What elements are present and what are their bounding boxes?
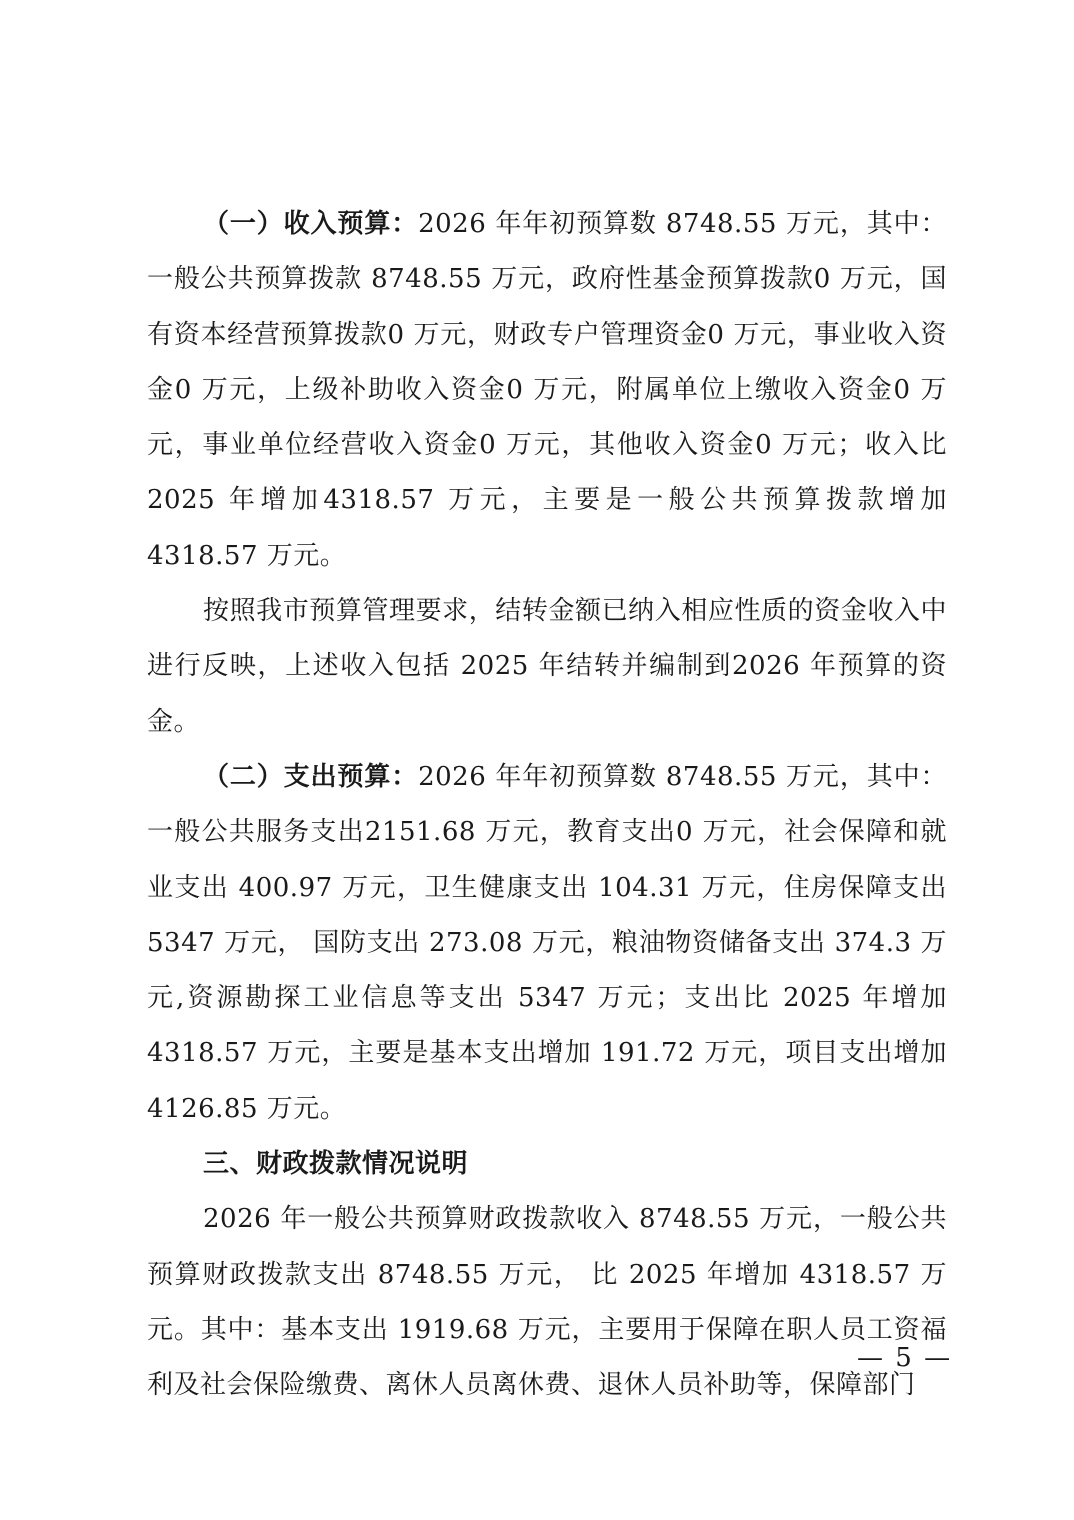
expenditure-budget-text: 2026 年年初预算数 8748.55 万元，其中：一般公共服务支出2151.68 万元，教育支出0 万元，社会保障和就业支出 400.97 万元，卫生健康支出 104.31 万元，住房保障支出 5347 万元， 国防支出 273.08 万元，粮油物资储备支出 374.3 万元,资源勘探工业信息等支出 5347 万元；支出比 2025 年增加 4318.57 万元，主要是基本支出增加 191.72 万元，项目支出增加 4126.85 万元。 [147, 761, 947, 1124]
section-three-heading: 三、财政拨款情况说明 [203, 1149, 469, 1180]
page-number: — 5 — [857, 1343, 953, 1373]
income-budget-heading: （一）收入预算： [203, 209, 419, 239]
section-three-paragraph: 2026 年一般公共预算财政拨款收入 8748.55 万元，一般公共预算财政拨款支出 8748.55 万元， 比 2025 年增加 4318.57 万元。其中：基本支出 1919.68 万元，主要用于保障在职人员工资福利及社会保险缴费、离休人员离休费、退休人员补助等，保障部门 [147, 1204, 947, 1401]
income-budget-text: 2026 年年初预算数 8748.55 万元，其中：一般公共预算拨款 8748.55 万元，政府性基金预算拨款0 万元，国有资本经营预算拨款0 万元，财政专户管理资金0 万元，事业收入资金0 万元，上级补助收入资金0 万元，附属单位上缴收入资金0 万元，事业单位经营收入资金0 万元，其他收入资金0 万元；收入比 2025 年增加4318.57 万元，主要是一般公共预算拨款增加 4318.57 万元。 [147, 209, 947, 571]
expenditure-budget-heading: （二）支出预算： [203, 761, 419, 792]
document-body [147, 197, 947, 1414]
income-budget-paragraph [147, 197, 947, 584]
expenditure-budget-paragraph [147, 750, 947, 1137]
carryover-note-paragraph: 按照我市预算管理要求，结转金额已纳入相应性质的资金收入中进行反映，上述收入包括 2025 年结转并编制到2026 年预算的资金。 [147, 596, 947, 737]
